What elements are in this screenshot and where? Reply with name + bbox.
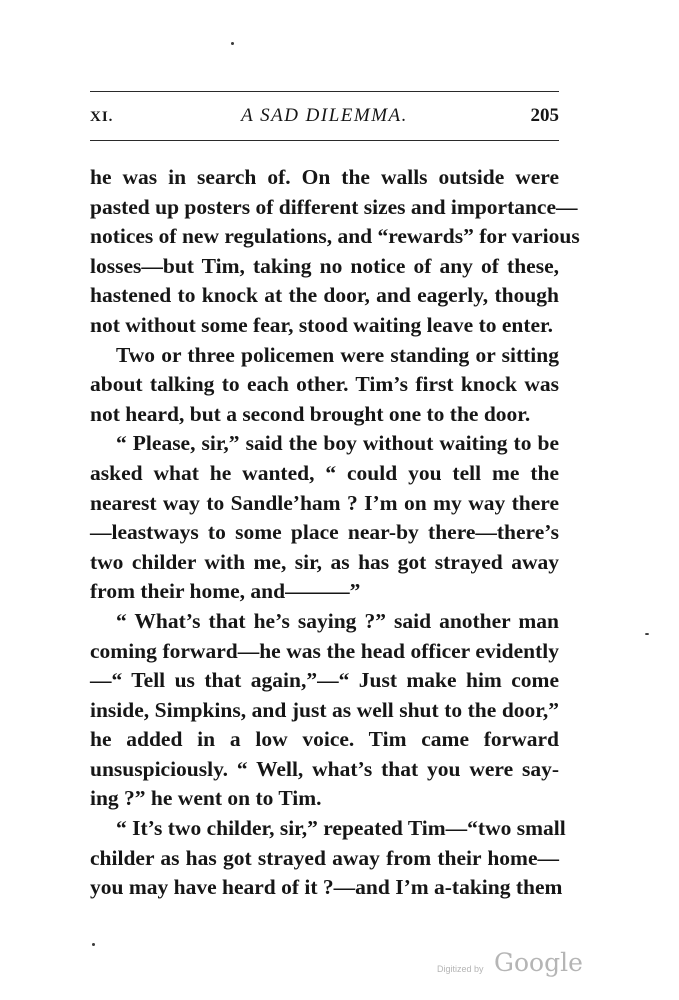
watermark-prefix: Digitized by <box>437 964 484 974</box>
chapter-number: XI. <box>90 109 114 125</box>
text-line: ing ?” he went on to Tim. <box>90 786 322 811</box>
text-line: inside, Simpkins, and just as well shut to the door,” <box>90 697 559 722</box>
text-line: “ What’s that he’s saying ?” said another man <box>116 608 559 633</box>
text-line: “ It’s two childer, sir,” repeated Tim—“two small <box>116 816 566 841</box>
text-line: nearest way to Sandle’ham ? I’m on my way there <box>90 490 559 515</box>
text-line: notices of new regulations, and “rewards” for various <box>90 224 580 249</box>
running-title: A SAD DILEMMA. <box>241 105 408 126</box>
ink-speck-bottom <box>92 943 95 946</box>
text-line: from their home, and———” <box>90 579 361 604</box>
body-text <box>90 163 580 903</box>
ink-speck-right <box>645 633 649 635</box>
page-number: 205 <box>530 105 559 126</box>
text-line: pasted up posters of different sizes and importance— <box>90 194 578 219</box>
text-line: “ Please, sir,” said the boy without waiting to be <box>116 431 559 456</box>
text-line: about talking to each other. Tim’s first knock was <box>90 372 559 397</box>
text-line: not without some fear, stood waiting leave to enter. <box>90 312 554 337</box>
text-line: childer as has got strayed away from their home— <box>90 845 559 870</box>
text-line: he was in search of. On the walls outside were <box>90 165 559 189</box>
text-line: Two or three policemen were standing or sitting <box>116 342 559 367</box>
watermark-logo: Google <box>494 948 583 977</box>
text-line: he added in a low voice. Tim came forward <box>90 727 559 752</box>
text-line: two childer with me, sir, as has got strayed away <box>90 549 559 574</box>
ink-speck-top <box>231 42 234 45</box>
text-line: you may have heard of it ?—and I’m a-taking them <box>90 875 563 900</box>
text-line: —“ Tell us that again,”—“ Just make him come <box>90 668 559 693</box>
text-line: unsuspiciously. “ Well, what’s that you were say- <box>90 756 559 781</box>
header-bottom-rule <box>90 140 559 141</box>
text-line: asked what he wanted, “ could you tell me the <box>90 460 559 485</box>
running-header <box>90 105 559 133</box>
text-line: coming forward—he was the head officer evidently <box>90 638 559 663</box>
text-line: not heard, but a second brought one to the door. <box>90 401 531 426</box>
text-line: —leastways to some place near-by there—there’s <box>90 520 559 545</box>
text-line: hastened to knock at the door, and eagerly, though <box>90 283 559 308</box>
text-line: losses—but Tim, taking no notice of any of these, <box>90 253 559 278</box>
digitization-watermark <box>437 948 583 982</box>
header-top-rule <box>90 91 559 92</box>
